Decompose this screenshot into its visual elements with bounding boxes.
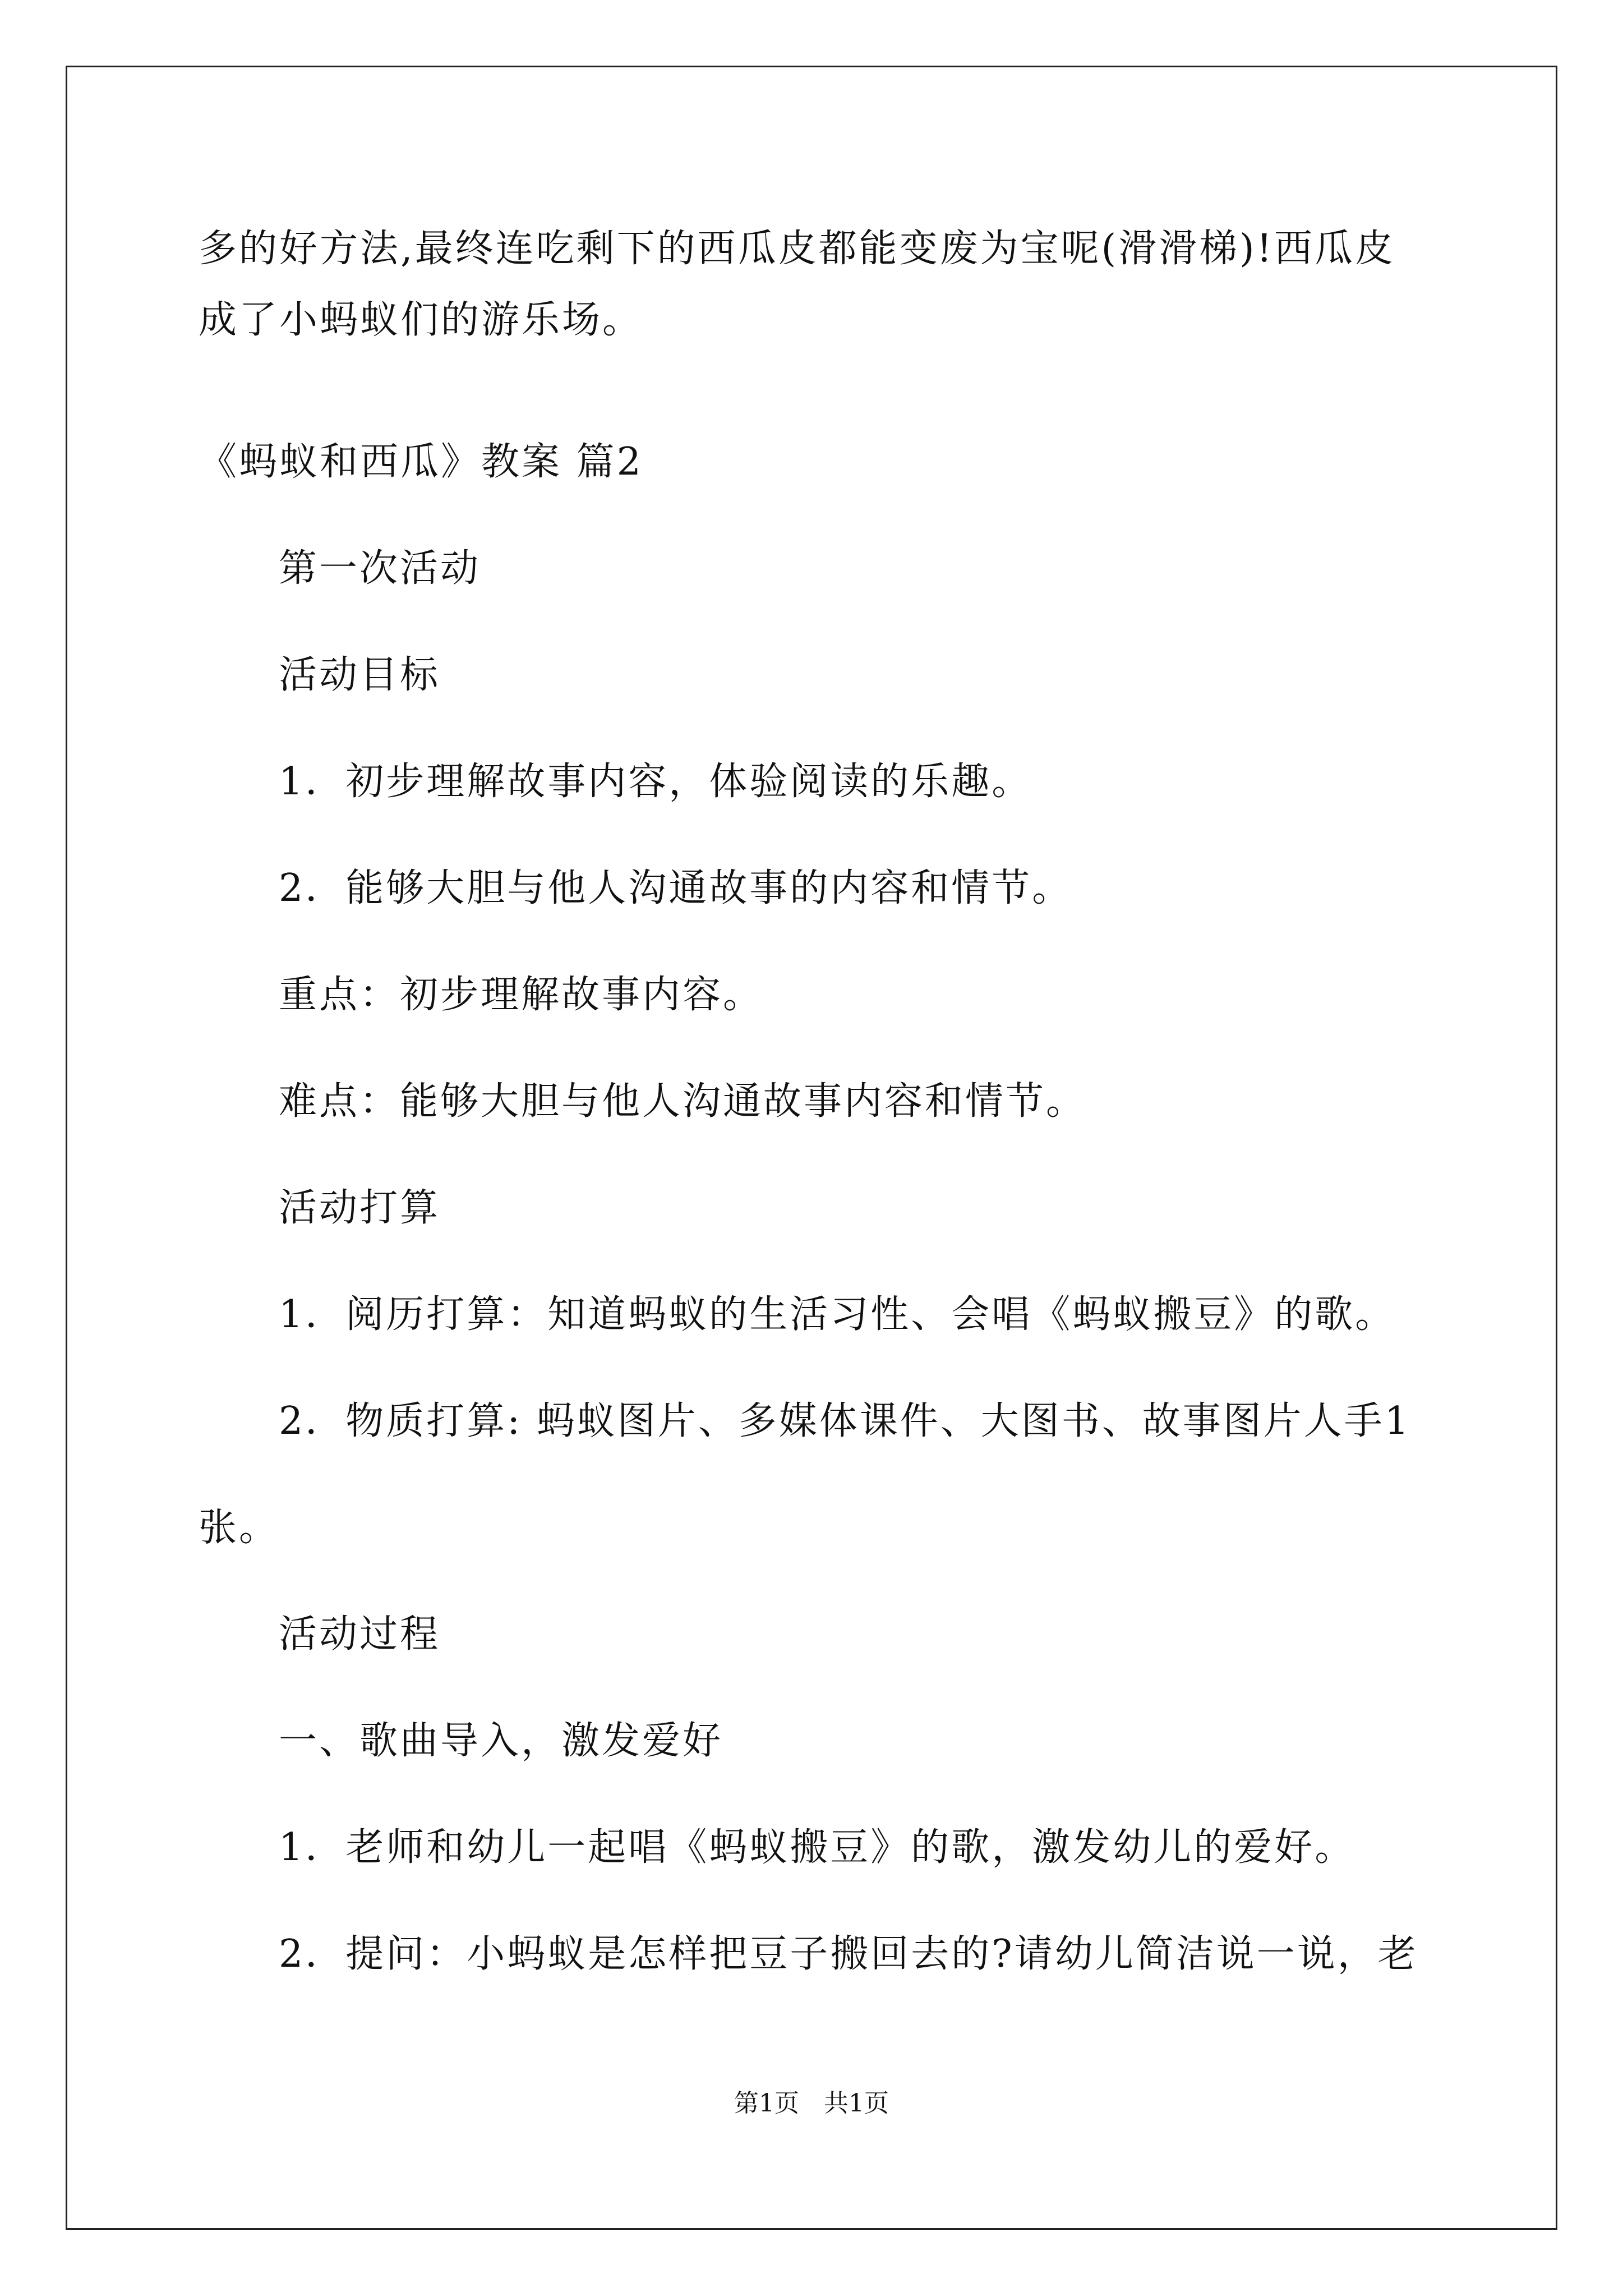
subheading-process: 活动过程 bbox=[279, 1612, 441, 1657]
difficult-point: 难点：能够大胆与他人沟通故事内容和情节。 bbox=[279, 1079, 1087, 1124]
process-item-2: 2．提问：小蚂蚁是怎样把豆子搬回去的?请幼儿简洁说一说，老 bbox=[279, 1932, 1418, 1976]
process-item-1: 1．老师和幼儿一起唱《蚂蚁搬豆》的歌，激发幼儿的爱好。 bbox=[279, 1825, 1355, 1870]
preparation-item-1: 1．阅历打算：知道蚂蚁的生活习性、会唱《蚂蚁搬豆》的歌。 bbox=[279, 1292, 1396, 1337]
subheading-goals: 活动目标 bbox=[279, 653, 441, 697]
process-step-heading: 一、歌曲导入，激发爱好 bbox=[279, 1719, 723, 1763]
paragraph-line-1: 多的好方法,最终连吃剩下的西瓜皮都能变废为宝呢(滑滑梯)!西瓜皮 bbox=[199, 227, 1396, 271]
section-heading: 《蚂蚁和西瓜》教案 篇2 bbox=[199, 440, 643, 484]
goal-item-1: 1．初步理解故事内容，体验阅读的乐趣。 bbox=[279, 760, 1032, 804]
activity-title: 第一次活动 bbox=[279, 546, 481, 591]
page-footer: 第1页 共1页 bbox=[734, 2089, 889, 2118]
subheading-preparation: 活动打算 bbox=[279, 1186, 441, 1230]
key-point: 重点：初步理解故事内容。 bbox=[279, 973, 764, 1017]
preparation-item-2: 2．物质打算: 蚂蚁图片、多媒体课件、大图书、故事图片人手1 bbox=[279, 1399, 1412, 1443]
paragraph-line-2: 成了小蚂蚁们的游乐场。 bbox=[199, 298, 643, 342]
preparation-item-2-continued: 张。 bbox=[199, 1506, 280, 1550]
goal-item-2: 2．能够大胆与他人沟通故事的内容和情节。 bbox=[279, 866, 1073, 910]
page-border bbox=[66, 66, 1557, 2230]
